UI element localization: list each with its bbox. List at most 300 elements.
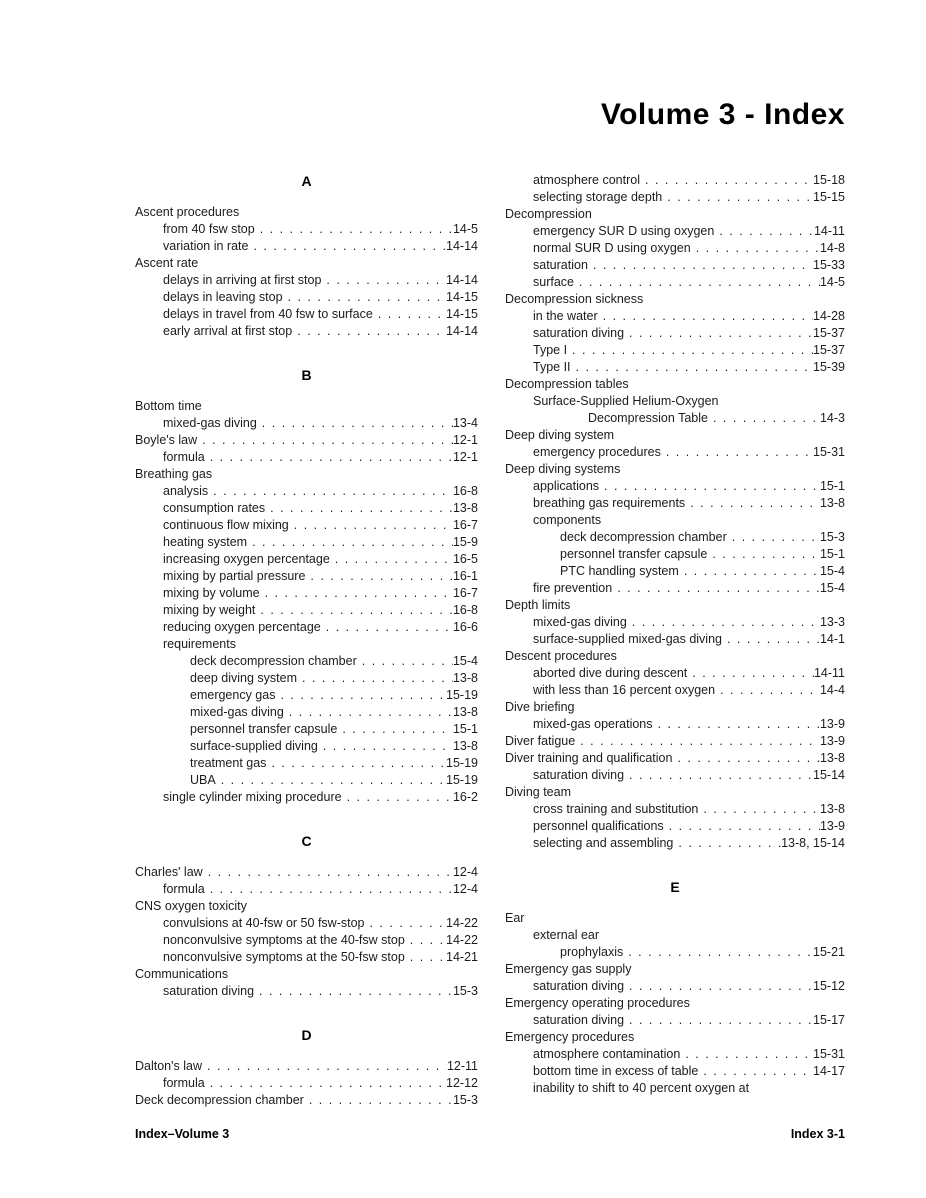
index-entry-label: reducing oxygen percentage — [163, 620, 321, 634]
index-entry — [505, 427, 845, 444]
dot-leader — [197, 432, 453, 449]
dot-leader — [727, 529, 820, 546]
index-entry — [505, 1046, 845, 1063]
index-entry — [135, 636, 478, 653]
index-entry-page-number: 13-9 — [819, 717, 845, 731]
index-entry — [135, 551, 478, 568]
index-entry — [135, 738, 478, 755]
dot-leader — [289, 517, 453, 534]
index-entry-label: prophylaxis — [560, 945, 624, 959]
dot-leader — [330, 551, 453, 568]
index-entry-label: surface-supplied diving — [190, 739, 318, 753]
index-entry — [505, 767, 845, 784]
dot-leader — [624, 1012, 813, 1029]
index-entry-page-number: 16-1 — [452, 569, 478, 583]
index-entry-label: continuous flow mixing — [163, 518, 289, 532]
index-entry-label: convulsions at 40-fsw or 50 fsw-stop — [163, 916, 365, 930]
index-entry-label: mixing by volume — [163, 586, 260, 600]
dot-leader — [248, 238, 446, 255]
dot-leader — [292, 323, 446, 340]
index-entry — [135, 534, 478, 551]
index-entry — [505, 944, 845, 961]
index-entry-label: Emergency gas supply — [505, 962, 632, 976]
dot-leader — [599, 478, 820, 495]
dot-leader — [691, 240, 820, 257]
index-entry — [135, 687, 478, 704]
index-entry-page-number: 15-3 — [819, 530, 845, 544]
index-entry — [505, 631, 845, 648]
index-entry-page-number: 13-9 — [819, 734, 845, 748]
index-entry — [135, 1058, 478, 1075]
dot-leader — [680, 1046, 813, 1063]
index-entry — [135, 966, 478, 983]
index-entry-page-number: 14-1 — [819, 632, 845, 646]
dot-leader — [321, 272, 446, 289]
index-entry-label: saturation — [533, 258, 588, 272]
index-entry-label: mixed-gas diving — [190, 705, 284, 719]
index-entry-page-number: 15-1 — [452, 722, 478, 736]
index-entry-label: cross training and substitution — [533, 802, 699, 816]
dot-leader — [357, 653, 453, 670]
index-entry-page-number: 13-8 — [452, 671, 478, 685]
index-entry — [505, 580, 845, 597]
section-heading: A — [301, 173, 312, 189]
index-entry-label: personnel transfer capsule — [190, 722, 338, 736]
dot-leader — [321, 619, 453, 636]
index-entry-label: fire prevention — [533, 581, 613, 595]
page-footer — [135, 1127, 845, 1141]
index-entry — [505, 444, 845, 461]
index-entry — [505, 961, 845, 978]
index-entry-label: Deep diving system — [505, 428, 615, 442]
dot-leader — [698, 801, 820, 818]
dot-leader — [623, 944, 813, 961]
index-entry-label: formula — [163, 882, 205, 896]
index-entry-page-number: 12-11 — [446, 1059, 478, 1073]
index-entry — [505, 784, 845, 801]
index-entry — [135, 272, 478, 289]
index-entry — [505, 495, 845, 512]
index-entry-label: nonconvulsive symptoms at the 50-fsw stop — [163, 950, 405, 964]
index-entry-label: personnel transfer capsule — [560, 547, 708, 561]
index-entry-page-number: 13-8 — [819, 802, 845, 816]
index-entry-label: heating system — [163, 535, 248, 549]
index-entry-label: formula — [163, 1076, 205, 1090]
index-entry — [135, 789, 478, 806]
index-entry-page-number: 15-3 — [452, 1093, 478, 1107]
dot-leader — [571, 359, 813, 376]
index-entry — [135, 755, 478, 772]
index-entry-label: personnel qualifications — [533, 819, 664, 833]
index-entry — [505, 325, 845, 342]
index-entry-label: Dalton's law — [135, 1059, 202, 1073]
dot-leader — [673, 835, 781, 852]
index-entry-label: increasing oxygen percentage — [163, 552, 330, 566]
index-entry — [505, 257, 845, 274]
index-entry-page-number: 12-1 — [452, 433, 478, 447]
index-entry-page-number: 13-8 — [452, 501, 478, 515]
index-entry — [505, 342, 845, 359]
index-entry-label: saturation diving — [533, 768, 625, 782]
section-heading: C — [301, 833, 312, 849]
index-entry — [135, 983, 478, 1000]
dot-leader — [305, 568, 453, 585]
index-entry — [505, 376, 845, 393]
dot-leader — [574, 274, 820, 291]
index-entry-label: inability to shift to 40 percent oxygen at — [533, 1081, 750, 1095]
dot-leader — [722, 631, 820, 648]
index-entry-label: in the water — [533, 309, 598, 323]
dot-leader — [318, 738, 453, 755]
index-entry — [505, 1012, 845, 1029]
index-entry-page-number: 14-21 — [446, 950, 478, 964]
index-entry-label: Ascent rate — [135, 256, 199, 270]
index-entry-page-number: 16-6 — [452, 620, 478, 634]
index-entry-label: variation in rate — [163, 239, 249, 253]
index-entry-label: applications — [533, 479, 600, 493]
index-entry-page-number: 14-8 — [819, 241, 845, 255]
index-entry-page-number: 14-15 — [446, 290, 478, 304]
index-entry — [135, 568, 478, 585]
index-entry — [505, 461, 845, 478]
index-entry-label: Descent procedures — [505, 649, 617, 663]
footer-right-text: Index 3-1 — [790, 1127, 845, 1141]
dot-leader — [202, 1058, 447, 1075]
index-entry-label: external ear — [533, 928, 600, 942]
dot-leader — [664, 818, 820, 835]
index-entry-label: surface — [533, 275, 574, 289]
index-entry — [505, 835, 845, 852]
index-entry — [135, 432, 478, 449]
index-entry-page-number: 16-8 — [452, 603, 478, 617]
dot-leader — [342, 789, 453, 806]
index-entry — [505, 1029, 845, 1046]
index-entry-page-number: 14-5 — [452, 222, 478, 236]
index-entry-label: atmosphere contamination — [533, 1047, 681, 1061]
index-column-left — [135, 172, 478, 1109]
index-entry — [135, 881, 478, 898]
index-entry-label: mixed-gas operations — [533, 717, 653, 731]
index-entry — [135, 449, 478, 466]
index-entry — [505, 274, 845, 291]
index-entry-label: Ear — [505, 911, 525, 925]
index-entry — [135, 915, 478, 932]
index-entry-label: deep diving system — [190, 671, 298, 685]
index-entry-page-number: 12-12 — [446, 1076, 478, 1090]
dot-leader — [337, 721, 453, 738]
index-entry-label: Dive briefing — [505, 700, 575, 714]
dot-leader — [679, 563, 820, 580]
index-entry — [135, 323, 478, 340]
index-entry-page-number: 14-22 — [446, 933, 478, 947]
index-entry — [135, 517, 478, 534]
index-entry-page-number: 15-3 — [452, 984, 478, 998]
index-entry — [505, 240, 845, 257]
index-entry-label: atmosphere control — [533, 173, 641, 187]
index-entry-label: Boyle's law — [135, 433, 198, 447]
dot-leader — [255, 221, 453, 238]
section-heading: D — [301, 1027, 312, 1043]
index-entry — [135, 864, 478, 881]
dot-leader — [247, 534, 453, 551]
dot-leader — [672, 750, 820, 767]
index-entry — [505, 308, 845, 325]
page-title: Volume 3 - Index — [600, 98, 845, 131]
index-entry-label: formula — [163, 450, 205, 464]
index-entry-page-number: 16-7 — [452, 586, 478, 600]
index-entry-page-number: 14-11 — [813, 224, 845, 238]
index-entry-page-number: 14-5 — [819, 275, 845, 289]
index-entry — [505, 529, 845, 546]
index-entry-page-number: 16-5 — [452, 552, 478, 566]
index-entry — [505, 393, 845, 410]
section-heading: E — [670, 879, 680, 895]
index-entry-page-number: 14-28 — [813, 309, 845, 323]
index-entry — [135, 1075, 478, 1092]
index-entry-label: selecting and assembling — [533, 836, 674, 850]
index-entry — [135, 255, 478, 272]
dot-leader — [265, 500, 453, 517]
dot-leader — [255, 602, 453, 619]
index-entry-page-number: 14-17 — [813, 1064, 845, 1078]
index-entry — [505, 801, 845, 818]
index-entry-label: saturation diving — [533, 979, 625, 993]
index-entry-label: Type II — [533, 360, 571, 374]
index-entry — [135, 585, 478, 602]
index-entry-label: emergency SUR D using oxygen — [533, 224, 715, 238]
index-entry-label: components — [533, 513, 602, 527]
index-entry-label: selecting storage depth — [533, 190, 663, 204]
index-entry — [135, 306, 478, 323]
dot-leader — [653, 716, 820, 733]
dot-leader — [284, 704, 453, 721]
index-columns — [135, 172, 845, 1109]
index-entry-page-number: 14-4 — [819, 683, 845, 697]
index-entry — [505, 995, 845, 1012]
index-entry — [505, 597, 845, 614]
index-entry-label: normal SUR D using oxygen — [533, 241, 691, 255]
index-entry-page-number: 16-2 — [452, 790, 478, 804]
index-entry — [135, 1092, 478, 1109]
dot-leader — [208, 483, 453, 500]
index-entry — [505, 910, 845, 927]
index-entry — [505, 1080, 845, 1097]
index-entry-page-number: 14-3 — [819, 411, 845, 425]
index-entry — [505, 927, 845, 944]
dot-leader — [598, 308, 813, 325]
index-entry — [505, 750, 845, 767]
dot-leader — [708, 410, 820, 427]
index-entry-label: early arrival at first stop — [163, 324, 293, 338]
index-entry-label: bottom time in excess of table — [533, 1064, 699, 1078]
index-entry-label: saturation diving — [163, 984, 255, 998]
index-entry — [505, 359, 845, 376]
index-entry-label: Emergency procedures — [505, 1030, 635, 1044]
index-entry-label: delays in leaving stop — [163, 290, 283, 304]
index-entry — [505, 546, 845, 563]
dot-leader — [715, 682, 820, 699]
dot-leader — [205, 1075, 446, 1092]
index-entry-page-number: 13-3 — [819, 615, 845, 629]
index-entry — [135, 772, 478, 789]
index-entry — [135, 670, 478, 687]
dot-leader — [624, 978, 813, 995]
index-entry-page-number: 14-14 — [446, 239, 478, 253]
index-entry — [135, 398, 478, 415]
index-entry — [135, 653, 478, 670]
index-entry — [135, 949, 478, 966]
index-entry-label: Decompression — [505, 207, 592, 221]
index-entry — [505, 733, 845, 750]
index-entry-label: PTC handling system — [560, 564, 679, 578]
dot-leader — [254, 983, 453, 1000]
dot-leader — [405, 932, 446, 949]
index-entry-label: Deck decompression chamber — [135, 1093, 304, 1107]
index-entry-label: emergency gas — [190, 688, 276, 702]
dot-leader — [575, 733, 820, 750]
index-entry-label: surface-supplied mixed-gas diving — [533, 632, 722, 646]
index-entry-page-number: 13-8 — [452, 705, 478, 719]
index-entry-label: Communications — [135, 967, 229, 981]
index-entry-label: mixing by partial pressure — [163, 569, 306, 583]
dot-leader — [205, 449, 453, 466]
index-entry-label: requirements — [163, 637, 236, 651]
index-entry-label: Decompression Table — [588, 411, 708, 425]
index-entry-page-number: 15-31 — [813, 445, 845, 459]
index-entry-page-number: 16-7 — [452, 518, 478, 532]
index-entry-label: Charles' law — [135, 865, 203, 879]
index-entry-label: UBA — [190, 773, 216, 787]
index-entry-label: deck decompression chamber — [560, 530, 727, 544]
index-entry — [135, 415, 478, 432]
dot-leader — [662, 189, 813, 206]
index-entry-page-number: 15-9 — [452, 535, 478, 549]
index-entry — [505, 818, 845, 835]
index-entry-page-number: 13-8 — [819, 751, 845, 765]
index-entry-page-number: 14-14 — [446, 273, 478, 287]
dot-leader — [283, 289, 446, 306]
dot-leader — [257, 415, 453, 432]
index-entry-label: analysis — [163, 484, 209, 498]
dot-leader — [373, 306, 446, 323]
index-entry — [505, 1063, 845, 1080]
index-entry — [135, 204, 478, 221]
dot-leader — [364, 915, 446, 932]
index-entry — [135, 932, 478, 949]
dot-leader — [627, 614, 820, 631]
index-entry-label: Surface-Supplied Helium-Oxygen — [533, 394, 719, 408]
dot-leader — [640, 172, 813, 189]
footer-left-text: Index–Volume 3 — [135, 1127, 230, 1141]
index-entry-page-number: 13-8, 15-14 — [781, 836, 845, 850]
index-entry-page-number: 13-9 — [819, 819, 845, 833]
dot-leader — [707, 546, 820, 563]
index-entry-label: with less than 16 percent oxygen — [533, 683, 716, 697]
index-entry — [135, 289, 478, 306]
index-entry-label: single cylinder mixing procedure — [163, 790, 342, 804]
dot-leader — [624, 767, 813, 784]
index-entry-label: Emergency operating procedures — [505, 996, 690, 1010]
dot-leader — [698, 1063, 813, 1080]
index-entry — [505, 614, 845, 631]
dot-leader — [297, 670, 453, 687]
index-entry-label: deck decompression chamber — [190, 654, 357, 668]
index-entry-page-number: 12-1 — [452, 450, 478, 464]
dot-leader — [216, 772, 446, 789]
index-entry-page-number: 16-8 — [452, 484, 478, 498]
index-entry-page-number: 15-4 — [819, 564, 845, 578]
index-entry — [505, 206, 845, 223]
index-entry-page-number: 15-4 — [819, 581, 845, 595]
index-entry-label: mixed-gas diving — [533, 615, 627, 629]
index-entry-label: Decompression tables — [505, 377, 629, 391]
index-entry — [135, 466, 478, 483]
index-entry-label: breathing gas requirements — [533, 496, 686, 510]
index-entry-page-number: 13-4 — [452, 416, 478, 430]
index-entry-label: delays in arriving at first stop — [163, 273, 322, 287]
index-entry — [505, 648, 845, 665]
index-entry — [505, 291, 845, 308]
index-entry — [135, 500, 478, 517]
index-entry — [135, 721, 478, 738]
index-entry-page-number: 15-19 — [446, 773, 478, 787]
index-entry — [505, 512, 845, 529]
index-entry-page-number: 15-39 — [813, 360, 845, 374]
index-entry-label: mixing by weight — [163, 603, 256, 617]
dot-leader — [266, 755, 446, 772]
dot-leader — [405, 949, 446, 966]
index-entry — [505, 223, 845, 240]
index-entry-page-number: 15-37 — [813, 343, 845, 357]
index-entry-page-number: 12-4 — [452, 882, 478, 896]
index-entry-page-number: 15-37 — [813, 326, 845, 340]
index-entry-page-number: 15-17 — [813, 1013, 845, 1027]
index-entry-label: saturation diving — [533, 326, 625, 340]
index-entry — [135, 483, 478, 500]
index-entry-label: nonconvulsive symptoms at the 40-fsw stop — [163, 933, 405, 947]
dot-leader — [714, 223, 814, 240]
index-entry-label: Depth limits — [505, 598, 571, 612]
index-entry-label: Breathing gas — [135, 467, 213, 481]
dot-leader — [612, 580, 820, 597]
index-entry-page-number: 15-21 — [813, 945, 845, 959]
index-entry-label: aborted dive during descent — [533, 666, 688, 680]
index-entry — [505, 478, 845, 495]
section-heading: B — [301, 367, 312, 383]
index-entry-label: consumption rates — [163, 501, 266, 515]
index-entry-label: emergency procedures — [533, 445, 661, 459]
index-entry-page-number: 14-11 — [813, 666, 845, 680]
index-entry — [505, 682, 845, 699]
index-entry-page-number: 13-8 — [452, 739, 478, 753]
index-entry-label: treatment gas — [190, 756, 267, 770]
index-entry — [135, 221, 478, 238]
index-entry-label: Ascent procedures — [135, 205, 240, 219]
index-entry — [505, 410, 845, 427]
index-entry-label: Diver training and qualification — [505, 751, 673, 765]
dot-leader — [687, 665, 814, 682]
index-entry-page-number: 15-31 — [813, 1047, 845, 1061]
index-entry-page-number: 14-22 — [446, 916, 478, 930]
dot-leader — [260, 585, 453, 602]
index-entry-label: mixed-gas diving — [163, 416, 257, 430]
index-entry-label: Diver fatigue — [505, 734, 576, 748]
dot-leader — [567, 342, 813, 359]
index-entry-label: Deep diving systems — [505, 462, 621, 476]
dot-leader — [685, 495, 820, 512]
dot-leader — [624, 325, 813, 342]
index-entry-page-number: 15-33 — [813, 258, 845, 272]
